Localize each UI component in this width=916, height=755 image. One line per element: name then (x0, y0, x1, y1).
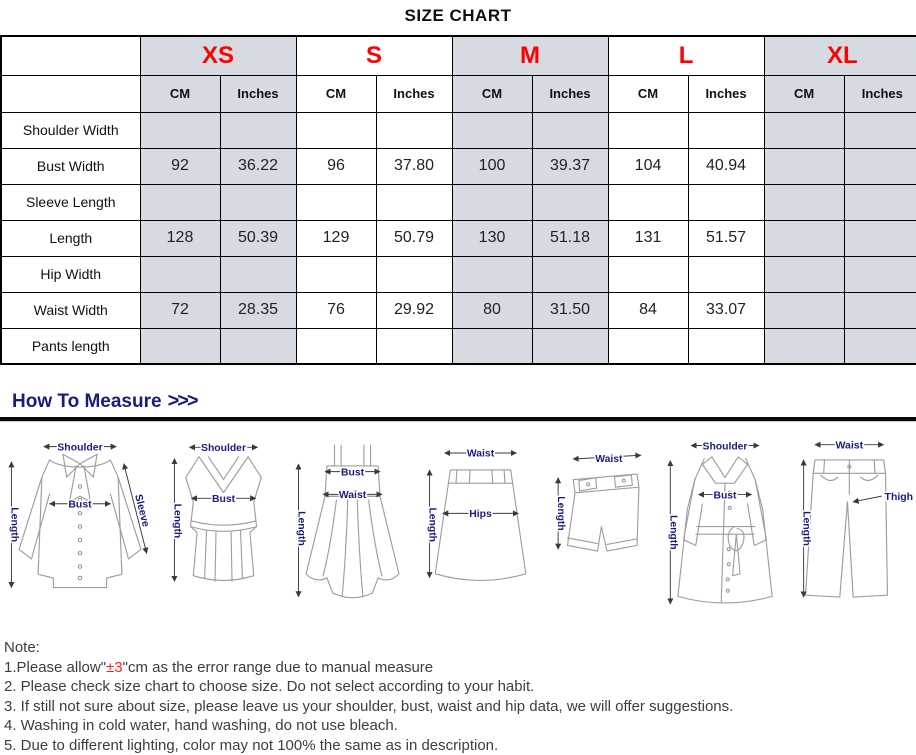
measurement-cell (296, 256, 376, 292)
measurement-cell: 84 (608, 292, 688, 328)
measurement-cell (764, 328, 844, 364)
measurement-cell (376, 184, 452, 220)
note-line-3: 3. If still not sure about size, please leave us your shoulder, bust, waist and hip data, we will offer suggestions. (4, 697, 734, 715)
table-row (1, 148, 916, 184)
measurement-cell (532, 328, 608, 364)
measurement-cell (688, 256, 764, 292)
measurement-illustrations (0, 431, 916, 626)
measurement-cell: 80 (452, 292, 532, 328)
unit-header-cm: CM (296, 75, 376, 112)
row-label: Waist Width (1, 292, 140, 328)
row-label: Hip Width (1, 256, 140, 292)
page-title: SIZE CHART (404, 6, 512, 25)
blouse-outline (19, 454, 141, 587)
blouse-illustration (0, 431, 160, 626)
measurement-cell (844, 328, 916, 364)
unit-header-row (1, 75, 916, 112)
measurement-cell (844, 292, 916, 328)
how-to-measure-label: How To Measure (12, 391, 162, 412)
tank-top-illustration (165, 431, 283, 626)
pants-waist-label: Waist (835, 440, 864, 452)
unit-header-cm: CM (608, 75, 688, 112)
unit-header-inches: Inches (220, 75, 296, 112)
coat-length-label: Length (666, 515, 678, 550)
skirt-waist-label: Waist (466, 448, 495, 460)
tank-shoulder-label: Shoulder (201, 443, 247, 455)
how-to-measure-heading (12, 390, 916, 413)
measurement-cell (608, 184, 688, 220)
measurement-cell: 92 (140, 148, 220, 184)
measurement-cell: 100 (452, 148, 532, 184)
measurement-cell: 128 (140, 220, 220, 256)
measurement-cell (220, 328, 296, 364)
measurement-cell: 76 (296, 292, 376, 328)
measurement-cell (844, 112, 916, 148)
measurement-cell (688, 112, 764, 148)
size-header-s: S (296, 36, 452, 75)
coat-illustration (659, 431, 791, 626)
measurement-cell (688, 328, 764, 364)
shorts-illustration (545, 431, 653, 626)
unit-header-cm: CM (452, 75, 532, 112)
measurement-cell (532, 184, 608, 220)
table-row (1, 184, 916, 220)
size-header-xl: XL (764, 36, 916, 75)
measurement-cell: 51.18 (532, 220, 608, 256)
size-header-m: M (452, 36, 608, 75)
dress-illustration (289, 431, 417, 626)
measurement-cell (844, 220, 916, 256)
blouse-bust-label: Bust (68, 499, 92, 511)
measurement-cell (764, 148, 844, 184)
table-row (1, 256, 916, 292)
measurement-cell (376, 328, 452, 364)
note-line-2: 2. Please check size chart to choose size. Do not select according to your habit. (4, 678, 535, 695)
divider-line-shadow (0, 421, 916, 422)
measurement-cell: 50.39 (220, 220, 296, 256)
blouse-shoulder-label: Shoulder (57, 442, 103, 454)
measurement-cell (764, 292, 844, 328)
measurement-cell: 130 (452, 220, 532, 256)
corner-cell (1, 75, 140, 112)
shorts-waist-label: Waist (595, 453, 623, 465)
row-label: Pants length (1, 328, 140, 364)
measurement-cell (376, 256, 452, 292)
measurement-cell (296, 112, 376, 148)
blouse-sleeve-label: Sleeve (132, 493, 151, 529)
row-label: Length (1, 220, 140, 256)
triple-chevron-icon: >>> (167, 390, 197, 412)
blouse-length-label: Length (8, 507, 20, 543)
shorts-outline (568, 474, 639, 551)
measurement-cell (140, 328, 220, 364)
measurement-cell: 31.50 (532, 292, 608, 328)
unit-header-cm: CM (140, 75, 220, 112)
skirt-illustration (422, 431, 540, 626)
tank-length-label: Length (171, 503, 183, 539)
measurement-cell (452, 256, 532, 292)
measurement-cell (452, 112, 532, 148)
coat-bust-label: Bust (713, 490, 737, 502)
unit-header-inches: Inches (688, 75, 764, 112)
measurement-cell: 36.22 (220, 148, 296, 184)
unit-header-inches: Inches (532, 75, 608, 112)
tank-bust-label: Bust (212, 494, 236, 506)
unit-header-inches: Inches (844, 75, 916, 112)
measurement-cell: 29.92 (376, 292, 452, 328)
corner-cell (1, 36, 140, 75)
dress-waist-label: Waist (338, 490, 366, 502)
measurement-cell (220, 112, 296, 148)
measurement-cell: 72 (140, 292, 220, 328)
pants-thigh-label: Thigh (884, 491, 914, 503)
measurement-cell (532, 112, 608, 148)
pants-outline (805, 460, 887, 597)
tank-top-outline (186, 457, 262, 582)
dress-length-label: Length (295, 511, 307, 546)
measurement-cell: 28.35 (220, 292, 296, 328)
measurement-cell (844, 148, 916, 184)
note-line-4: 4. Washing in cold water, hand washing, do not use bleach. (4, 717, 398, 734)
size-header-row (1, 36, 916, 75)
size-header-l: L (608, 36, 764, 75)
measurement-cell (220, 184, 296, 220)
measurement-cell (532, 256, 608, 292)
table-row (1, 112, 916, 148)
measurement-cell: 96 (296, 148, 376, 184)
measurement-cell (608, 112, 688, 148)
dress-bust-label: Bust (340, 467, 364, 479)
row-label: Shoulder Width (1, 112, 140, 148)
measurement-cell: 37.80 (376, 148, 452, 184)
measurement-cell (140, 184, 220, 220)
unit-header-inches: Inches (376, 75, 452, 112)
measurement-cell (452, 328, 532, 364)
coat-outline (677, 457, 771, 603)
measurement-cell: 104 (608, 148, 688, 184)
skirt-outline (435, 470, 526, 580)
measurement-cell: 51.57 (688, 220, 764, 256)
measurement-cell (376, 112, 452, 148)
note-line-1-suffix: "cm as the error range due to manual measure (122, 658, 434, 676)
pants-length-label: Length (800, 511, 812, 546)
measurement-cell (140, 256, 220, 292)
measurement-cell: 40.94 (688, 148, 764, 184)
measurement-cell (764, 256, 844, 292)
measurement-cell (764, 112, 844, 148)
coat-shoulder-label: Shoulder (702, 441, 748, 453)
measurement-cell: 39.37 (532, 148, 608, 184)
measurement-cell (844, 256, 916, 292)
notes-section (4, 638, 916, 755)
tolerance-value: ±3 (106, 658, 123, 676)
table-row (1, 292, 916, 328)
note-line-1-prefix: 1.Please allow" (4, 658, 107, 676)
measurement-cell (764, 184, 844, 220)
table-row (1, 328, 916, 364)
row-label: Sleeve Length (1, 184, 140, 220)
note-line-5: 5. Due to different lighting, color may not 100% the same as in description. (4, 736, 499, 754)
measurement-cell: 50.79 (376, 220, 452, 256)
measurement-cell (220, 256, 296, 292)
shorts-length-label: Length (555, 496, 567, 531)
table-row (1, 220, 916, 256)
unit-header-cm: CM (764, 75, 844, 112)
measurement-cell (844, 184, 916, 220)
measurement-cell (296, 184, 376, 220)
measurement-cell (452, 184, 532, 220)
skirt-length-label: Length (426, 507, 438, 543)
row-label: Bust Width (1, 148, 140, 184)
size-header-xs: XS (140, 36, 296, 75)
skirt-hips-label: Hips (469, 509, 492, 521)
measurement-cell (688, 184, 764, 220)
measurement-cell: 129 (296, 220, 376, 256)
measurement-cell: 33.07 (688, 292, 764, 328)
measurement-cell (140, 112, 220, 148)
measurement-cell (608, 328, 688, 364)
note-line-1 (4, 658, 916, 678)
measurement-cell (764, 220, 844, 256)
measurement-cell: 131 (608, 220, 688, 256)
measurement-cell (296, 328, 376, 364)
measurement-cell (608, 256, 688, 292)
note-heading: Note: (4, 639, 40, 656)
size-table-body (1, 112, 916, 364)
pants-illustration (796, 431, 916, 626)
size-table (0, 35, 916, 365)
